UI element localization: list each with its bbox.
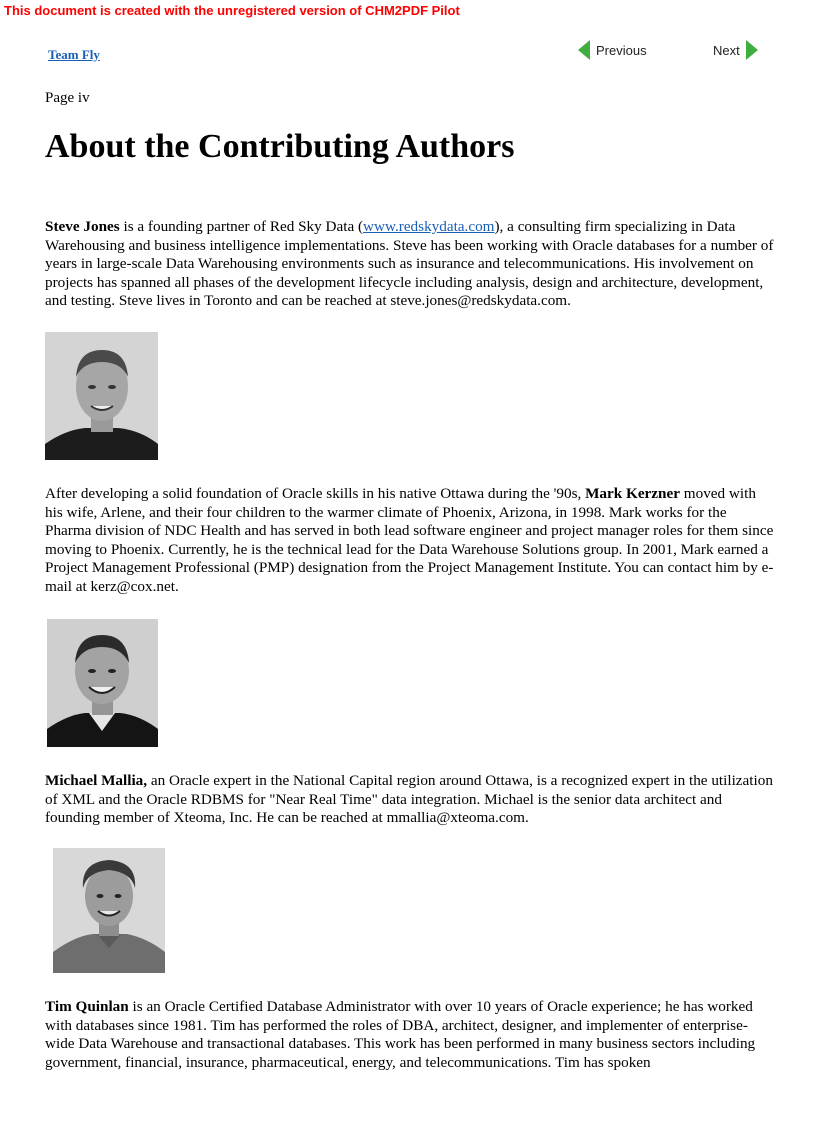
bio-text: ), a consulting firm specializing in Data Warehousing and business intelligence implementations. Steve has been working with Oracle databases for a number of years in large-scale Data Warehousing environments such as insurance and telecommunications. His involvement on projects has spanned all phases of the development lifecycle including analysis, design and architecture, development, and testing. Steve lives in Toronto and can be reached at steve.jones@redskydata.com. [45,218,774,310]
bio-text: moved with his wife, Arlene, and their four children to the warmer climate of Phoenix, Arizona, in 1998. Mark works for the Pharma division of NDC Health and has served in both lead software engineer and project manager roles for them since moving to Phoenix. Currently, he is the technical lead for the Data Warehouse Solutions group. In 2001, Mark earned a Project Management Professional (PMP) designation from the Project Management Institute. You can contact him by e-mail at kerz@cox.net. [45,485,774,595]
next-button[interactable] [713,40,758,60]
author-bio-michael-mallia [45,772,775,828]
page-label: Page iv [45,90,90,106]
team-fly-link[interactable]: Team Fly [48,47,100,62]
bio-text: is a founding partner of Red Sky Data ( [119,218,364,235]
next-label: Next [713,42,740,58]
arrow-right-icon [746,40,758,60]
author-name: Mark Kerzner [585,485,680,502]
arrow-left-icon [578,40,590,60]
redskydata-link[interactable]: www.redskydata.com [363,218,495,235]
author-name: Michael Mallia, [45,772,148,789]
author-bio-mark-kerzner [45,485,775,597]
bio-text: After developing a solid foundation of Oracle skills in his native Ottawa during the '90s, [45,485,586,502]
watermark-banner: This document is created with the unregistered version of CHM2PDF Pilot [4,3,460,18]
author-photo-mark-kerzner [47,619,158,747]
previous-label: Previous [596,42,647,58]
author-bio-steve-jones [45,218,775,311]
author-bio-tim-quinlan [45,998,775,1072]
author-photo-steve-jones [45,332,158,460]
author-name: Steve Jones [45,218,120,235]
author-name: Tim Quinlan [45,998,129,1015]
previous-button[interactable] [578,40,647,60]
author-photo-michael-mallia [53,848,165,973]
bio-text: an Oracle expert in the National Capital region around Ottawa, is a recognized expert in the utilization of XML and the Oracle RDBMS for "Near Real Time" data integration. Michael is the senior data architect and founding member of Xteoma, Inc. He can be reached at mmallia@xteoma.com. [45,772,773,827]
page-title: About the Contributing Authors [45,128,515,165]
bio-text: is an Oracle Certified Database Administrator with over 10 years of Oracle experience; he has worked with databases since 1981. Tim has performed the roles of DBA, architect, designer, and implementer of enterprise-wide Data Warehouse and transactional databases. This work has been performed in many business sectors including government, financial, insurance, pharmaceutical, energy, and telecommunications. Tim has spoken [45,998,756,1071]
